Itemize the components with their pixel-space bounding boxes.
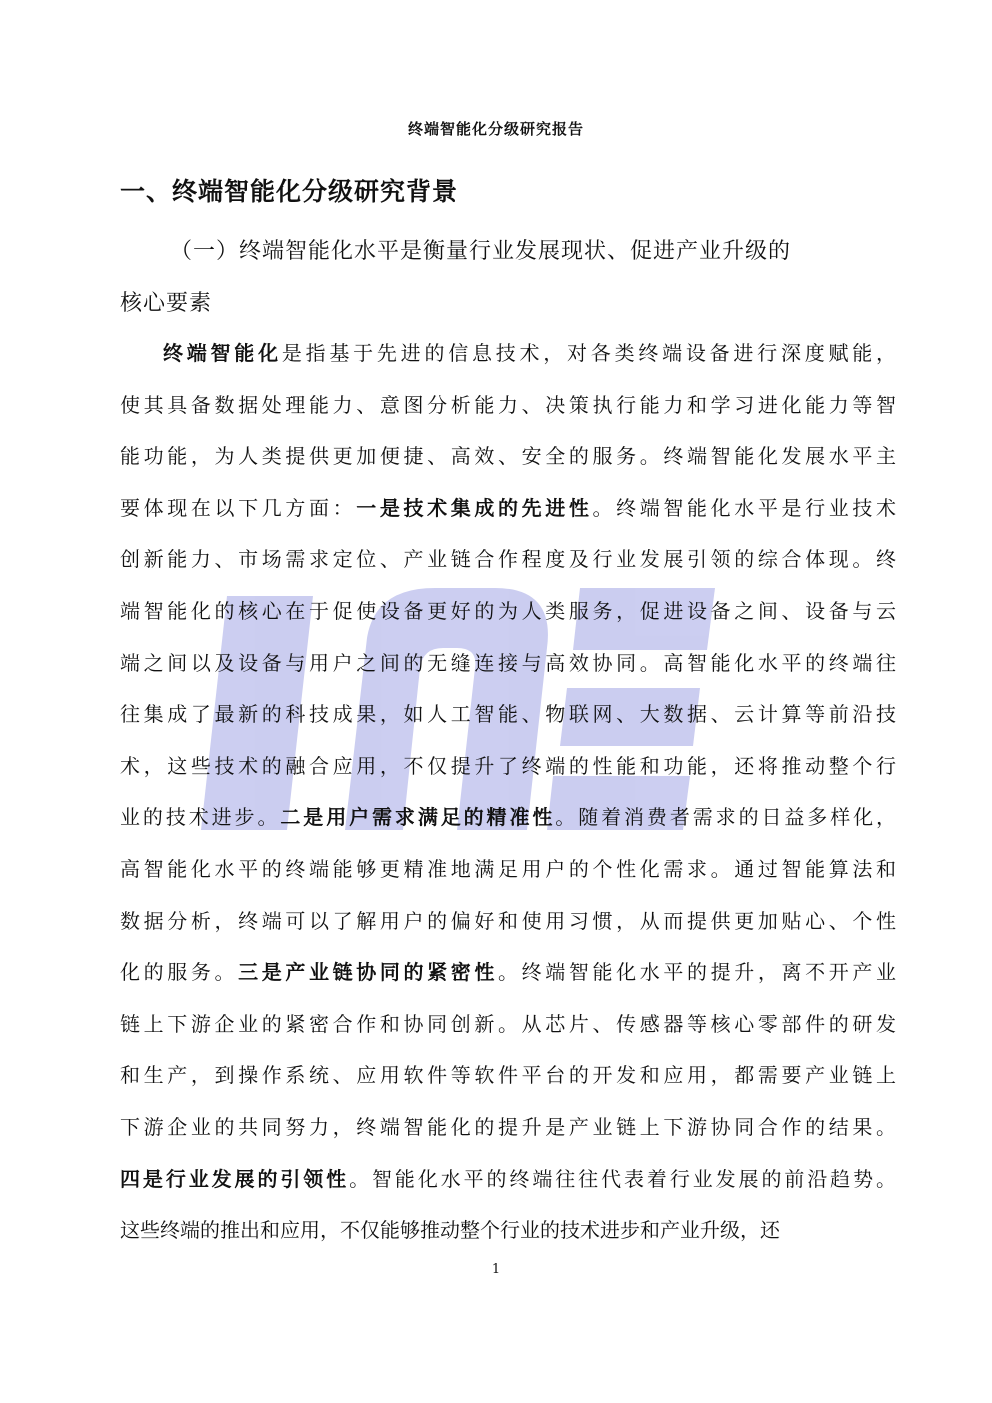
document-title: 终端智能化分级研究报告 — [407, 120, 584, 138]
body-line — [120, 1164, 896, 1194]
text-run: 要体现在以下几方面： — [120, 496, 357, 520]
text-run: 下游企业的共同努力，终端智能化的提升是产业链上下游协同合作的结果。 — [120, 1115, 896, 1139]
body-line — [120, 751, 896, 781]
bold-phrase: 三是产业链协同的紧密性 — [238, 960, 498, 984]
body-line — [120, 596, 896, 626]
text-run: 高智能化水平的终端能够更精准地满足用户的个性化需求。通过智能算法和 — [120, 857, 896, 881]
text-run: 端智能化的核心在于促使设备更好的为人类服务，促进设备之间、设备与云 — [120, 599, 896, 623]
text-run: 化的服务。 — [120, 960, 239, 984]
text-run: 端之间以及设备与用户之间的无缝连接与高效协同。高智能化水平的终端往 — [120, 651, 896, 675]
text-run: 。智能化水平的终端往往代表着行业发展的前沿趋势。 — [349, 1167, 897, 1191]
body-line — [120, 648, 896, 678]
body-line — [120, 957, 896, 987]
body-line — [120, 544, 896, 574]
body-line — [120, 441, 896, 471]
text-run: 往集成了最新的科技成果，如人工智能、物联网、大数据、云计算等前沿技 — [120, 702, 896, 726]
body-line — [120, 1060, 896, 1090]
text-run: 数据分析，终端可以了解用户的偏好和使用习惯，从而提供更加贴心、个性 — [120, 909, 896, 933]
bold-phrase: 四是行业发展的引领性 — [120, 1167, 350, 1191]
body-line — [120, 1215, 896, 1245]
text-run: 术，这些技术的融合应用，不仅提升了终端的性能和功能，还将推动整个行 — [120, 754, 896, 778]
body-line — [120, 390, 896, 420]
page-number: 1 — [491, 1262, 501, 1277]
text-run: 能功能，为人类提供更加便捷、高效、安全的服务。终端智能化发展水平主 — [120, 444, 896, 468]
body-line — [120, 699, 896, 729]
bold-phrase: 二是用户需求满足的精准性 — [280, 805, 556, 829]
body-line — [120, 493, 896, 523]
text-run: 是指基于先进的信息技术，对各类终端设备进行深度赋能， — [281, 341, 897, 365]
body-line — [120, 1009, 896, 1039]
body-line — [120, 906, 896, 936]
text-run: 这些终端的推出和应用，不仅能够推动整个行业的技术进步和产业升级，还 — [120, 1218, 780, 1242]
subsection-heading-line-1: （一）终端智能化水平是衡量行业发展现状、促进产业升级的 — [170, 239, 792, 264]
body-line — [120, 854, 896, 884]
subsection-heading-line-2: 核心要素 — [120, 291, 213, 316]
text-run: 。终端智能化水平的提升，离不开产业 — [498, 960, 896, 984]
text-run: 使其具备数据处理能力、意图分析能力、决策执行能力和学习进化能力等智 — [120, 393, 896, 417]
text-run: 链上下游企业的紧密合作和协同创新。从芯片、传感器等核心零部件的研发 — [120, 1012, 896, 1036]
text-run: 和生产，到操作系统、应用软件等软件平台的开发和应用，都需要产业链上 — [120, 1063, 896, 1087]
body-line — [120, 1112, 896, 1142]
bold-phrase: 一是技术集成的先进性 — [356, 496, 593, 520]
text-run: 业的技术进步。 — [120, 805, 281, 829]
bold-phrase: 终端智能化 — [163, 341, 282, 365]
text-run: 创新能力、市场需求定位、产业链合作程度及行业发展引领的综合体现。终 — [120, 547, 896, 571]
section-heading: 一、终端智能化分级研究背景 — [120, 177, 459, 206]
text-run: 。终端智能化水平是行业技术 — [592, 496, 896, 520]
text-run: 。随着消费者需求的日益多样化， — [555, 805, 897, 829]
body-line — [163, 338, 896, 368]
body-line — [120, 802, 896, 832]
